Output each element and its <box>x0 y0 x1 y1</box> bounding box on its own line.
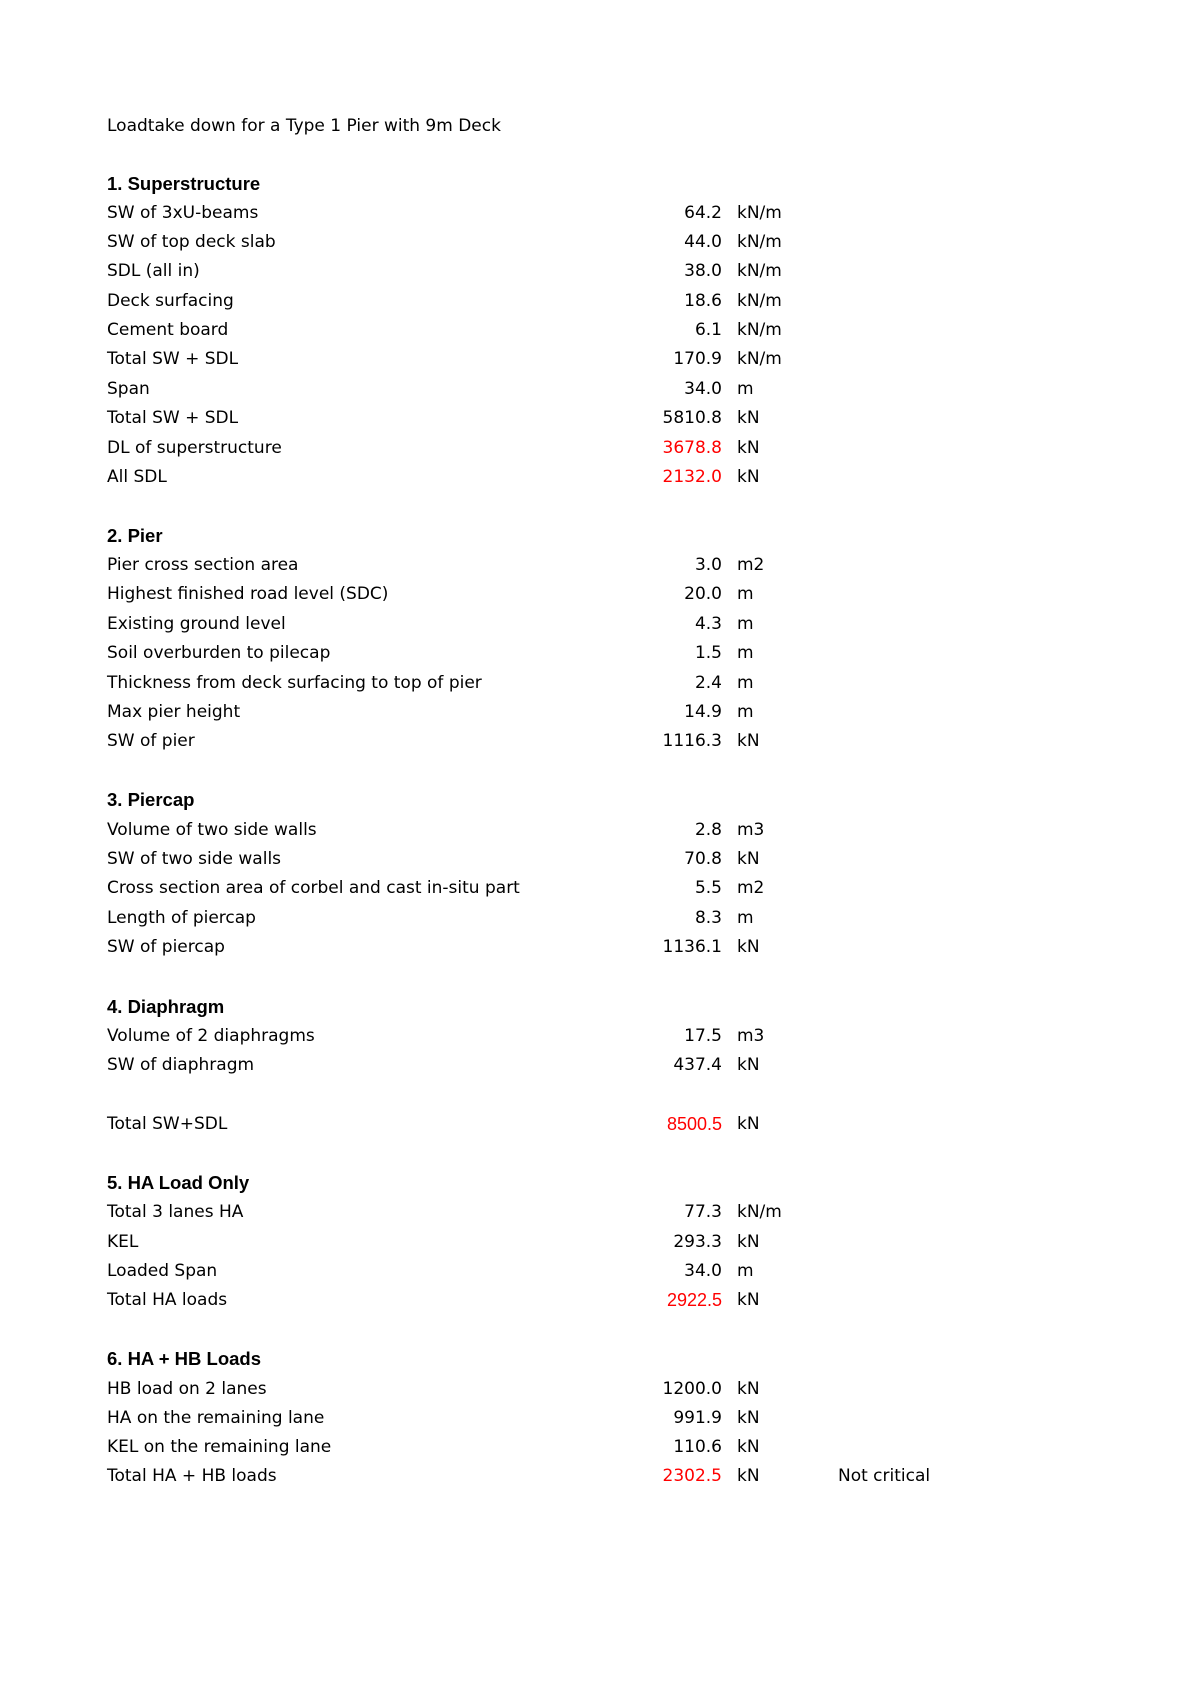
table-row <box>0 1051 1200 1079</box>
table-row <box>0 551 1200 579</box>
row-label: Deck surfacing <box>107 291 234 311</box>
table-row <box>0 287 1200 315</box>
row-unit: m <box>737 379 754 399</box>
row-label: Pier cross section area <box>107 555 299 575</box>
row-unit: m2 <box>737 555 765 575</box>
row-label: Max pier height <box>107 702 241 722</box>
table-row <box>0 316 1200 344</box>
row-value: 20.0 <box>684 584 722 604</box>
row-unit: kN <box>737 1408 760 1428</box>
row-value: 34.0 <box>684 379 722 399</box>
table-row <box>0 698 1200 726</box>
row-value: 64.2 <box>684 203 722 223</box>
row-unit: m2 <box>737 878 765 898</box>
row-value: 293.3 <box>673 1232 722 1252</box>
row-value: 110.6 <box>673 1437 722 1457</box>
row-unit: m <box>737 908 754 928</box>
row-unit: kN <box>737 731 760 751</box>
row-label: Soil overburden to pilecap <box>107 643 331 663</box>
row-unit: m <box>737 1261 754 1281</box>
row-value: 2.8 <box>694 820 722 840</box>
row-unit: m <box>737 643 754 663</box>
table-row <box>0 580 1200 608</box>
row-label: Thickness from deck surfacing to top of pier <box>107 673 482 693</box>
table-row <box>0 1404 1200 1432</box>
row-unit: kN/m <box>737 232 782 252</box>
section-heading-piercap <box>0 786 1200 814</box>
table-row <box>0 1433 1200 1461</box>
section-heading-ha-load <box>0 1169 1200 1197</box>
row-label: HB load on 2 lanes <box>107 1379 267 1399</box>
row-unit: kN/m <box>737 1202 782 1222</box>
table-row <box>0 816 1200 844</box>
table-row <box>0 933 1200 961</box>
row-unit: kN <box>737 1055 760 1075</box>
row-label: SW of pier <box>107 731 195 751</box>
table-row <box>0 1286 1200 1314</box>
section-heading-diaphragm <box>0 993 1200 1021</box>
row-label: HA on the remaining lane <box>107 1408 325 1428</box>
section-heading: 5. HA Load Only <box>107 1172 250 1193</box>
row-label: DL of superstructure <box>107 438 282 458</box>
row-label: Volume of 2 diaphragms <box>107 1026 315 1046</box>
total-label: Total SW+SDL <box>107 1114 228 1134</box>
table-row <box>0 1257 1200 1285</box>
document-title: Loadtake down for a Type 1 Pier with 9m Deck <box>107 116 501 136</box>
row-value: 1116.3 <box>662 731 722 751</box>
row-value: 991.9 <box>673 1408 722 1428</box>
table-row <box>0 463 1200 491</box>
row-unit: kN/m <box>737 320 782 340</box>
row-unit: kN <box>737 849 760 869</box>
table-row <box>0 874 1200 902</box>
row-label: Length of piercap <box>107 908 256 928</box>
section-heading: 4. Diaphragm <box>107 996 225 1017</box>
row-value: 77.3 <box>684 1202 722 1222</box>
row-value: 14.9 <box>684 702 722 722</box>
row-unit: kN <box>737 1290 760 1310</box>
row-label: KEL <box>107 1232 139 1252</box>
row-label: Total HA + HB loads <box>107 1466 277 1486</box>
table-row <box>0 639 1200 667</box>
row-label: Total SW + SDL <box>107 349 239 369</box>
row-label: All SDL <box>107 467 167 487</box>
row-label: SDL (all in) <box>107 261 200 281</box>
row-value: 5.5 <box>694 878 722 898</box>
table-row <box>0 1198 1200 1226</box>
row-unit: kN/m <box>737 291 782 311</box>
row-value: 3.0 <box>694 555 722 575</box>
table-row <box>0 434 1200 462</box>
row-unit: kN/m <box>737 349 782 369</box>
row-label: Existing ground level <box>107 614 286 634</box>
row-unit: kN <box>737 937 760 957</box>
total-unit: kN <box>737 1114 760 1134</box>
section-heading: 1. Superstructure <box>107 173 261 194</box>
row-label: KEL on the remaining lane <box>107 1437 332 1457</box>
row-value: 437.4 <box>673 1055 722 1075</box>
row-unit: m <box>737 702 754 722</box>
row-unit: m <box>737 673 754 693</box>
row-unit: kN/m <box>737 203 782 223</box>
row-label: Volume of two side walls <box>107 820 317 840</box>
row-unit: m <box>737 614 754 634</box>
row-label: SW of piercap <box>107 937 225 957</box>
table-row <box>0 727 1200 755</box>
total-row <box>0 1110 1200 1138</box>
row-value: 6.1 <box>694 320 722 340</box>
row-value-highlighted: 2302.5 <box>662 1466 722 1486</box>
row-value: 1.5 <box>694 643 722 663</box>
row-unit: kN/m <box>737 261 782 281</box>
row-value: 170.9 <box>673 349 722 369</box>
section-heading-superstructure <box>0 170 1200 198</box>
row-unit: kN <box>737 408 760 428</box>
row-value-highlighted: 3678.8 <box>662 438 722 458</box>
row-unit: kN <box>737 1379 760 1399</box>
row-unit: kN <box>737 467 760 487</box>
row-unit: m3 <box>737 1026 765 1046</box>
row-label: Cement board <box>107 320 229 340</box>
table-row <box>0 845 1200 873</box>
row-value: 1200.0 <box>662 1379 722 1399</box>
table-row <box>0 345 1200 373</box>
section-heading: 2. Pier <box>107 525 163 546</box>
table-row <box>0 404 1200 432</box>
row-value: 18.6 <box>684 291 722 311</box>
table-row <box>0 228 1200 256</box>
row-value: 2.4 <box>694 673 722 693</box>
row-label: Loaded Span <box>107 1261 218 1281</box>
section-heading-pier <box>0 522 1200 550</box>
document-title-row <box>0 112 1200 140</box>
section-heading-ha-hb-loads <box>0 1345 1200 1373</box>
row-unit: kN <box>737 1437 760 1457</box>
section-heading: 3. Piercap <box>107 789 195 810</box>
table-row <box>0 904 1200 932</box>
row-unit: m <box>737 584 754 604</box>
row-value-highlighted: 2132.0 <box>662 467 722 487</box>
row-unit: m3 <box>737 820 765 840</box>
row-value: 70.8 <box>684 849 722 869</box>
table-row <box>0 1375 1200 1403</box>
row-label: Total 3 lanes HA <box>107 1202 244 1222</box>
row-value: 1136.1 <box>662 937 722 957</box>
row-unit: kN <box>737 438 760 458</box>
table-row <box>0 669 1200 697</box>
table-row <box>0 257 1200 285</box>
row-label: SW of 3xU-beams <box>107 203 259 223</box>
row-value: 17.5 <box>684 1026 722 1046</box>
row-value: 5810.8 <box>662 408 722 428</box>
table-row <box>0 610 1200 638</box>
row-value: 44.0 <box>684 232 722 252</box>
row-label: Total SW + SDL <box>107 408 239 428</box>
table-row <box>0 375 1200 403</box>
row-value: 4.3 <box>694 614 722 634</box>
row-value-highlighted: 2922.5 <box>666 1290 722 1310</box>
table-row <box>0 1022 1200 1050</box>
row-note: Not critical <box>838 1466 931 1486</box>
section-heading: 6. HA + HB Loads <box>107 1348 262 1369</box>
table-row <box>0 1462 1200 1490</box>
row-label: SW of two side walls <box>107 849 282 869</box>
table-row <box>0 1228 1200 1256</box>
row-label: Cross section area of corbel and cast in-situ part <box>107 878 520 898</box>
row-label: Highest finished road level (SDC) <box>107 584 389 604</box>
row-label: SW of diaphragm <box>107 1055 255 1075</box>
row-label: Span <box>107 379 150 399</box>
row-label: SW of top deck slab <box>107 232 276 252</box>
row-value: 34.0 <box>684 1261 722 1281</box>
row-unit: kN <box>737 1466 760 1486</box>
table-row <box>0 199 1200 227</box>
row-value: 38.0 <box>684 261 722 281</box>
row-label: Total HA loads <box>107 1290 228 1310</box>
row-value: 8.3 <box>694 908 722 928</box>
row-unit: kN <box>737 1232 760 1252</box>
total-value: 8500.5 <box>666 1114 722 1134</box>
